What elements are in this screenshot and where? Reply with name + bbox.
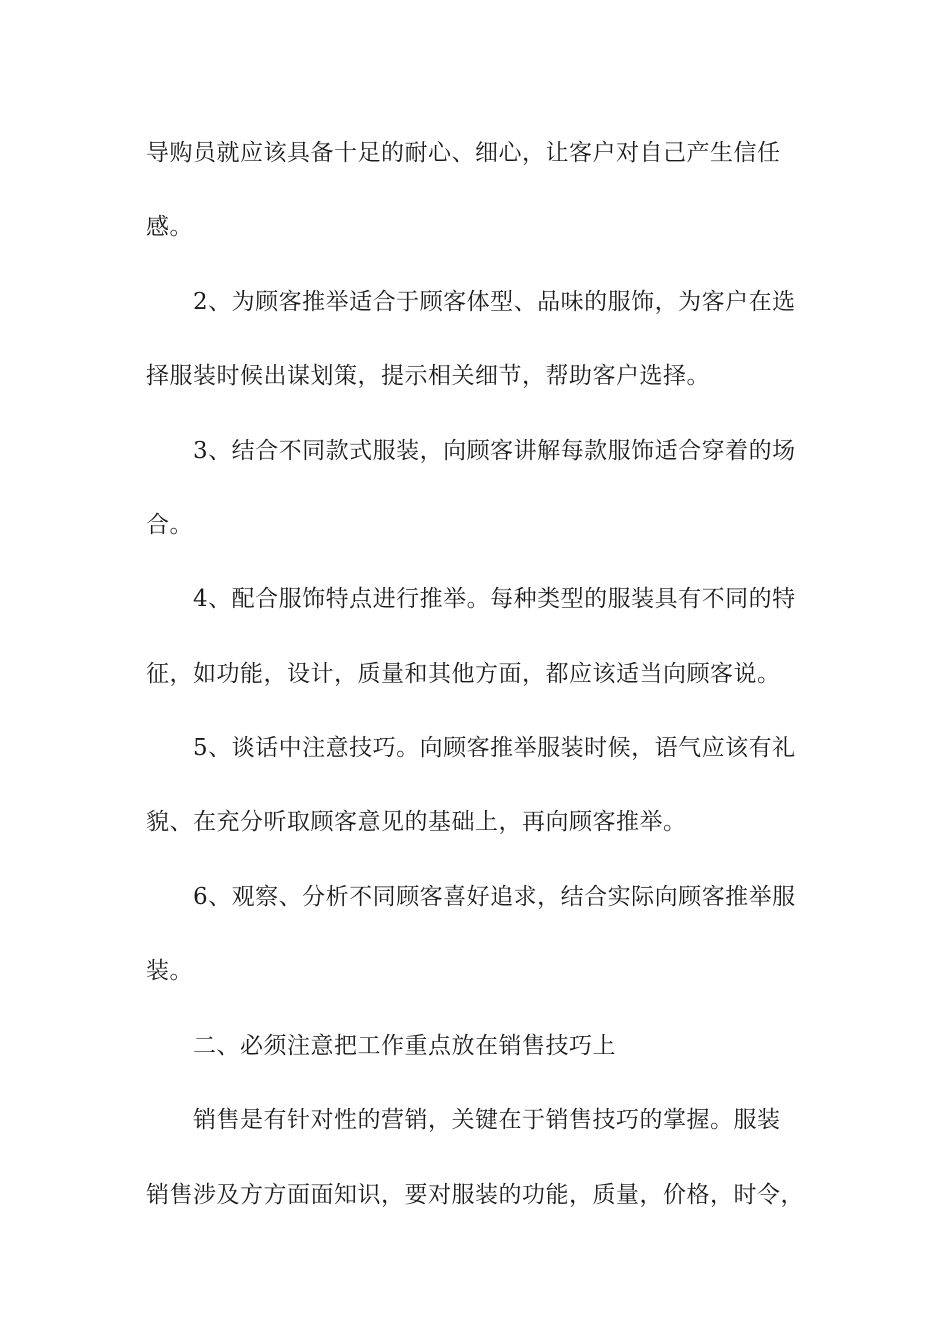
paragraph-7-line-2: 销售涉及方方面面知识，要对服装的功能，质量，价格，时令， (146, 1182, 804, 1208)
paragraph-3-line-2: 合。 (146, 512, 193, 538)
paragraph-2-line-1: 2、为顾客推举适合于顾客体型、品味的服饰，为客户在选 (193, 289, 796, 315)
paragraph-3-line-1: 3、结合不同款式服装，向顾客讲解每款服饰适合穿着的场 (193, 438, 796, 464)
paragraph-6-line-1: 6、观察、分析不同顾客喜好追求，结合实际向顾客推举服 (193, 884, 796, 910)
paragraph-4-line-2: 征，如功能，设计，质量和其他方面，都应该适当向顾客说。 (146, 661, 781, 687)
text-line: 导购员就应该具备十足的耐心、细心，让客户对自己产生信任 (146, 140, 781, 166)
text-line: 感。 (146, 214, 193, 240)
paragraph-5-line-2: 貌、在充分听取顾客意见的基础上，再向顾客推举。 (146, 809, 687, 835)
paragraph-5-line-1: 5、谈话中注意技巧。向顾客推举服装时候，语气应该有礼 (193, 735, 796, 761)
paragraph-7-line-1: 销售是有针对性的营销，关键在于销售技巧的掌握。服装 (193, 1107, 781, 1133)
paragraph-2-line-2: 择服装时候出谋划策，提示相关细节，帮助客户选择。 (146, 363, 710, 389)
section-heading: 二、必须注意把工作重点放在销售技巧上 (193, 1033, 616, 1059)
paragraph-4-line-1: 4、配合服饰特点进行推举。每种类型的服装具有不同的特 (193, 586, 796, 612)
paragraph-6-line-2: 装。 (146, 958, 193, 984)
